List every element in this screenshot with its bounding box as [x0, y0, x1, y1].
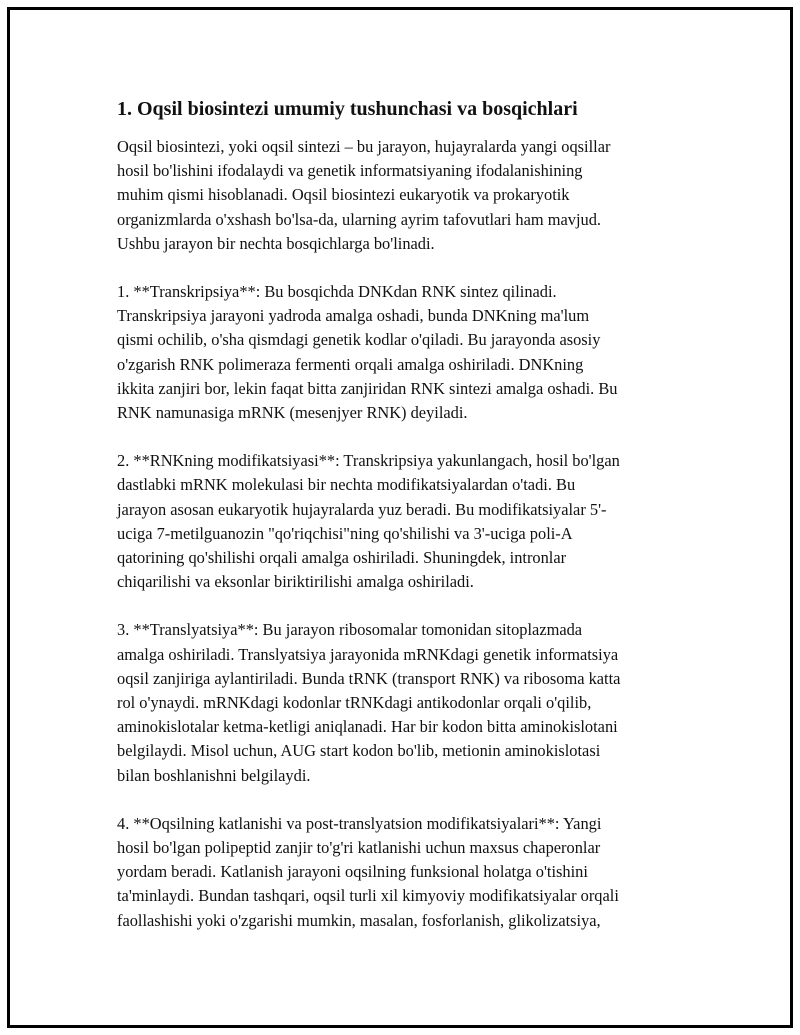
text-line: muhim qismi hisoblanadi. Oqsil biosintezi eukaryotik va prokaryotik: [117, 185, 570, 205]
text-line: Transkripsiya jarayoni yadroda amalga oshadi, bunda DNKning ma'lum: [117, 306, 590, 326]
intro-paragraph: [117, 135, 692, 256]
text-line: Ushbu jarayon bir nechta bosqichlarga bo'linadi.: [117, 233, 435, 253]
text-line: hosil bo'lishini ifodalaydi va genetik informatsiyaning ifodalanishining: [117, 161, 583, 181]
text-line: yordam beradi. Katlanish jarayoni oqsilning funksional holatga o'tishini: [117, 862, 588, 882]
transcription-paragraph: [117, 280, 692, 425]
text-line: 4. **Oqsilning katlanishi va post-translyatsion modifikatsiyalari**: Yangi: [117, 813, 602, 833]
text-line: hosil bo'lgan polipeptid zanjir to'g'ri katlanishi uchun maxsus chaperonlar: [117, 838, 601, 858]
document-page: [7, 7, 793, 1028]
text-line: jarayon asosan eukaryotik hujayralarda yuz beradi. Bu modifikatsiyalar 5'-: [117, 499, 607, 519]
text-line: aminokislotalar ketma-ketligi aniqlanadi. Har bir kodon bitta aminokislotani: [117, 717, 618, 737]
text-line: qismi ochilib, o'sha qismdagi genetik kodlar o'qiladi. Bu jarayonda asosiy: [117, 330, 601, 350]
translation-paragraph: [117, 618, 692, 787]
text-line: amalga oshiriladi. Translyatsiya jarayonida mRNKdagi genetik informatsiya: [117, 644, 619, 664]
text-line: Oqsil biosintezi, yoki oqsil sintezi – bu jarayon, hujayralarda yangi oqsillar: [117, 137, 611, 156]
document-content: [117, 96, 692, 957]
text-line: 3. **Translyatsiya**: Bu jarayon ribosomalar tomonidan sitoplazmada: [117, 620, 583, 640]
text-line: faollashishi yoki o'zgarishi mumkin, masalan, fosforlanish, glikolizatsiya,: [117, 910, 601, 930]
text-line: RNK namunasiga mRNK (mesenjyer RNK) deyiladi.: [117, 403, 468, 423]
text-line: ikkita zanjiri bor, lekin faqat bitta zanjiridan RNK sintezi amalga oshadi. Bu: [117, 378, 618, 398]
text-line: organizmlarda o'xshash bo'lsa-da, ularning ayrim tafovutlari ham mavjud.: [117, 209, 601, 229]
text-line: uciga 7-metilguanozin "qo'riqchisi"ning qo'shilishi va 3'-uciga poli-A: [117, 523, 573, 543]
text-line: chiqarilishi va eksonlar biriktirilishi amalga oshiriladi.: [117, 572, 474, 592]
text-line: dastlabki mRNK molekulasi bir nechta modifikatsiyalardan o'tadi. Bu: [117, 475, 576, 495]
text-line: bilan boshlanishni belgilaydi.: [117, 765, 311, 785]
folding-paragraph: [117, 812, 692, 933]
text-line: o'zgarish RNK polimeraza fermenti orqali amalga oshiriladi. DNKning: [117, 354, 584, 374]
text-line: ta'minlaydi. Bundan tashqari, oqsil turli xil kimyoviy modifikatsiyalar orqali: [117, 886, 619, 906]
rna-modification-paragraph: [117, 449, 692, 594]
text-line: oqsil zanjiriga aylantiriladi. Bunda tRNK (transport RNK) va ribosoma katta: [117, 668, 621, 688]
text-line: qatorining qo'shilishi orqali amalga oshiriladi. Shuningdek, intronlar: [117, 548, 567, 568]
text-line: belgilaydi. Misol uchun, AUG start kodon bo'lib, metionin aminokislotasi: [117, 741, 601, 761]
text-line: 2. **RNKning modifikatsiyasi**: Transkripsiya yakunlangach, hosil bo'lgan: [117, 451, 620, 471]
text-line: rol o'ynaydi. mRNKdagi kodonlar tRNKdagi antikodonlar orqali o'qilib,: [117, 693, 592, 713]
section-heading: 1. Oqsil biosintezi umumiy tushunchasi va bosqichlari: [117, 98, 578, 120]
text-line: 1. **Transkripsiya**: Bu bosqichda DNKdan RNK sintez qilinadi.: [117, 282, 557, 302]
